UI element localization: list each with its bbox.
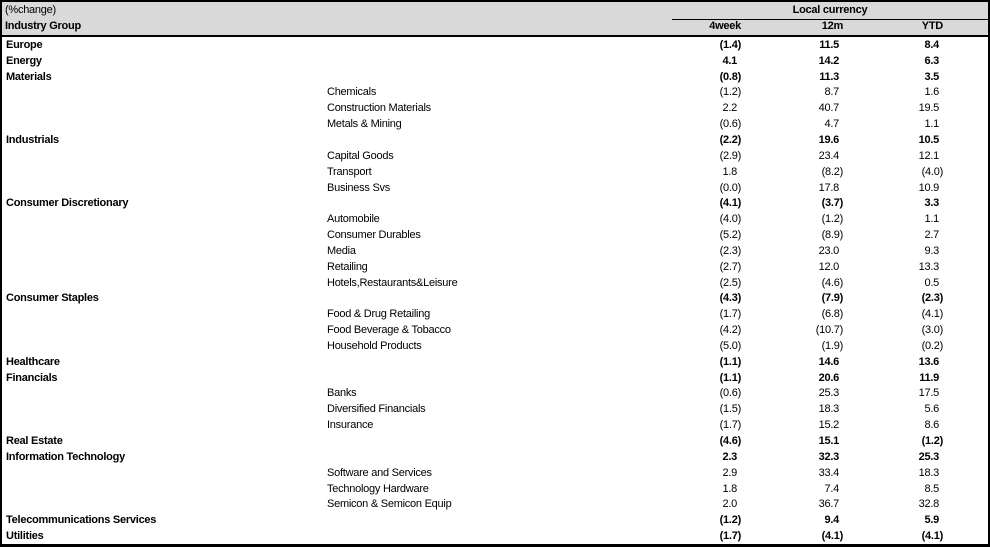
table-row (2, 132, 988, 148)
value-ytd: 5.6 (924, 403, 939, 416)
value-4week: (0.8) (719, 70, 741, 83)
value-12m: 32.3 (818, 450, 839, 463)
value-ytd: (1.2) (921, 435, 943, 448)
value-12m: 9.4 (824, 514, 839, 527)
value-4week: 2.0 (722, 498, 737, 511)
table-header (2, 2, 988, 37)
value-12m: (8.2) (821, 165, 843, 178)
value-12m: 14.2 (818, 54, 839, 67)
sub-industry-label: Construction Materials (327, 102, 431, 115)
table-row (2, 496, 988, 512)
industry-group-label: Utilities (6, 530, 44, 543)
value-12m: 7.4 (824, 482, 839, 495)
value-ytd: 8.5 (924, 482, 939, 495)
table-row (2, 481, 988, 497)
table-row (2, 259, 988, 275)
table-row (2, 370, 988, 386)
sub-industry-label: Household Products (327, 339, 422, 352)
value-ytd: 12.1 (918, 149, 939, 162)
header-row-columns (2, 18, 988, 35)
header-row-spanner (2, 2, 988, 18)
industry-group-label: Telecommunications Services (6, 514, 157, 527)
value-4week: (0.6) (719, 118, 741, 131)
industry-group-label: Europe (6, 38, 43, 51)
table-row (2, 306, 988, 322)
value-4week: 2.2 (722, 102, 737, 115)
value-12m: (10.7) (815, 324, 843, 337)
table-row (2, 275, 988, 291)
value-ytd: 25.3 (918, 450, 939, 463)
value-12m: 11.5 (819, 38, 839, 51)
sub-industry-label: Semicon & Semicon Equip (327, 498, 452, 511)
value-12m: (1.9) (821, 339, 843, 352)
table-row (2, 322, 988, 338)
value-ytd: 17.5 (918, 387, 939, 400)
value-ytd: (4.0) (921, 165, 943, 178)
value-4week: 1.8 (722, 482, 737, 495)
value-ytd: 0.5 (924, 276, 939, 289)
value-12m: 17.8 (818, 181, 839, 194)
value-ytd: 2.7 (924, 229, 939, 242)
sub-industry-label: Metals & Mining (327, 118, 402, 131)
sub-industry-label: Diversified Financials (327, 403, 426, 416)
industry-group-label: Consumer Discretionary (6, 197, 129, 210)
table-row (2, 116, 988, 132)
table-row (2, 354, 988, 370)
table-row (2, 338, 988, 354)
value-ytd: (4.1) (921, 308, 943, 321)
value-ytd: 8.4 (924, 38, 939, 51)
industry-group-label: Real Estate (6, 435, 63, 448)
value-4week: 2.3 (722, 450, 737, 463)
table-row (2, 148, 988, 164)
value-4week: (1.5) (719, 403, 741, 416)
col-header-12m: 12m (821, 20, 843, 32)
table-row (2, 512, 988, 528)
sub-industry-label: Consumer Durables (327, 229, 421, 242)
value-ytd: 32.8 (918, 498, 939, 511)
table-row (2, 180, 988, 196)
sub-industry-label: Transport (327, 165, 372, 178)
value-12m: 36.7 (818, 498, 839, 511)
value-12m: (4.1) (821, 530, 843, 543)
table-row (2, 433, 988, 449)
table-row (2, 37, 988, 53)
value-4week: (2.7) (719, 260, 741, 273)
value-4week: 2.9 (722, 466, 737, 479)
value-4week: (1.1) (719, 355, 741, 368)
table-row (2, 211, 988, 227)
table-row (2, 164, 988, 180)
value-ytd: 13.6 (918, 355, 939, 368)
industry-group-header: Industry Group (5, 20, 81, 32)
value-12m: (8.9) (821, 229, 843, 242)
table-row (2, 401, 988, 417)
value-ytd: 1.1 (924, 213, 939, 226)
value-ytd: 1.1 (924, 118, 939, 131)
value-ytd: 3.3 (924, 197, 939, 210)
value-12m: 25.3 (818, 387, 839, 400)
value-ytd: 8.6 (924, 419, 939, 432)
value-4week: (5.0) (719, 339, 741, 352)
value-4week: (2.5) (719, 276, 741, 289)
value-12m: 20.6 (818, 371, 839, 384)
value-12m: (4.6) (821, 276, 843, 289)
table-body (2, 37, 988, 544)
sub-industry-label: Hotels,Restaurants&Leisure (327, 276, 458, 289)
sub-industry-label: Chemicals (327, 86, 377, 99)
value-12m: 19.6 (818, 133, 839, 146)
value-12m: 40.7 (818, 102, 839, 115)
sub-industry-label: Capital Goods (327, 149, 394, 162)
col-header-4week: 4week (709, 20, 741, 32)
value-4week: (5.2) (719, 229, 741, 242)
value-4week: (2.9) (719, 149, 741, 162)
sub-industry-label: Automobile (327, 213, 380, 226)
value-ytd: 6.3 (924, 54, 939, 67)
value-4week: (1.4) (719, 38, 741, 51)
value-ytd: 18.3 (918, 466, 939, 479)
value-4week: 4.1 (722, 54, 737, 67)
value-ytd: (0.2) (921, 339, 943, 352)
local-currency-spanner: Local currency (672, 2, 988, 20)
value-12m: 14.6 (818, 355, 839, 368)
value-4week: (4.0) (719, 213, 741, 226)
industry-group-label: Healthcare (6, 355, 60, 368)
sub-industry-label: Technology Hardware (327, 482, 429, 495)
value-12m: 23.0 (818, 244, 839, 257)
value-12m: 15.2 (818, 419, 839, 432)
value-ytd: (4.1) (921, 530, 943, 543)
value-12m: 8.7 (824, 86, 839, 99)
table-row (2, 417, 988, 433)
value-4week: (1.7) (719, 530, 741, 543)
value-12m: (1.2) (821, 213, 843, 226)
value-12m: 15.1 (818, 435, 839, 448)
value-12m: 12.0 (818, 260, 839, 273)
value-ytd: 5.9 (924, 514, 939, 527)
industry-group-label: Consumer Staples (6, 292, 99, 305)
value-4week: (0.0) (719, 181, 741, 194)
table-row (2, 528, 988, 544)
industry-group-label: Energy (6, 54, 42, 67)
value-12m: 11.3 (819, 70, 839, 83)
value-12m: (3.7) (821, 197, 843, 210)
value-ytd: 11.9 (919, 371, 939, 384)
value-4week: (1.2) (719, 86, 741, 99)
table-row (2, 53, 988, 69)
industry-group-label: Information Technology (6, 450, 125, 463)
value-4week: (4.6) (719, 435, 741, 448)
value-12m: 18.3 (818, 403, 839, 416)
sub-industry-label: Media (327, 244, 356, 257)
col-header-ytd: YTD (921, 20, 943, 32)
value-12m: 33.4 (818, 466, 839, 479)
value-4week: (1.7) (719, 419, 741, 432)
value-ytd: 3.5 (924, 70, 939, 83)
value-4week: (2.2) (719, 133, 741, 146)
table-row (2, 227, 988, 243)
value-12m: (7.9) (821, 292, 843, 305)
value-4week: (2.3) (719, 244, 741, 257)
sub-industry-label: Insurance (327, 419, 374, 432)
value-ytd: 10.5 (918, 133, 939, 146)
table-row (2, 195, 988, 211)
table-row (2, 85, 988, 101)
sub-industry-label: Software and Services (327, 466, 432, 479)
table-row (2, 243, 988, 259)
table-row (2, 69, 988, 85)
value-ytd: 13.3 (918, 260, 939, 273)
value-4week: (0.6) (719, 387, 741, 400)
value-4week: (4.1) (719, 197, 741, 210)
industry-group-label: Materials (6, 70, 52, 83)
value-4week: 1.8 (722, 165, 737, 178)
sub-industry-label: Business Svs (327, 181, 391, 194)
value-ytd: 10.9 (918, 181, 939, 194)
value-12m: (6.8) (821, 308, 843, 321)
value-ytd: 1.6 (924, 86, 939, 99)
sub-industry-label: Banks (327, 387, 357, 400)
industry-group-label: Industrials (6, 133, 59, 146)
value-ytd: 9.3 (924, 244, 939, 257)
value-4week: (1.7) (719, 308, 741, 321)
sub-industry-label: Food & Drug Retailing (327, 308, 430, 321)
value-ytd: 19.5 (918, 102, 939, 115)
value-4week: (4.2) (719, 324, 741, 337)
table-row (2, 465, 988, 481)
value-4week: (1.2) (719, 514, 741, 527)
value-12m: 4.7 (824, 118, 839, 131)
sub-industry-label: Food Beverage & Tobacco (327, 324, 451, 337)
percent-change-label: (%change) (5, 4, 56, 16)
table-row (2, 291, 988, 307)
table-row (2, 449, 988, 465)
table-row (2, 386, 988, 402)
value-ytd: (3.0) (921, 324, 943, 337)
value-4week: (4.3) (719, 292, 741, 305)
industry-group-label: Financials (6, 371, 58, 384)
table-row (2, 100, 988, 116)
value-12m: 23.4 (818, 149, 839, 162)
sub-industry-label: Retailing (327, 260, 368, 273)
value-4week: (1.1) (719, 371, 741, 384)
value-ytd: (2.3) (921, 292, 943, 305)
